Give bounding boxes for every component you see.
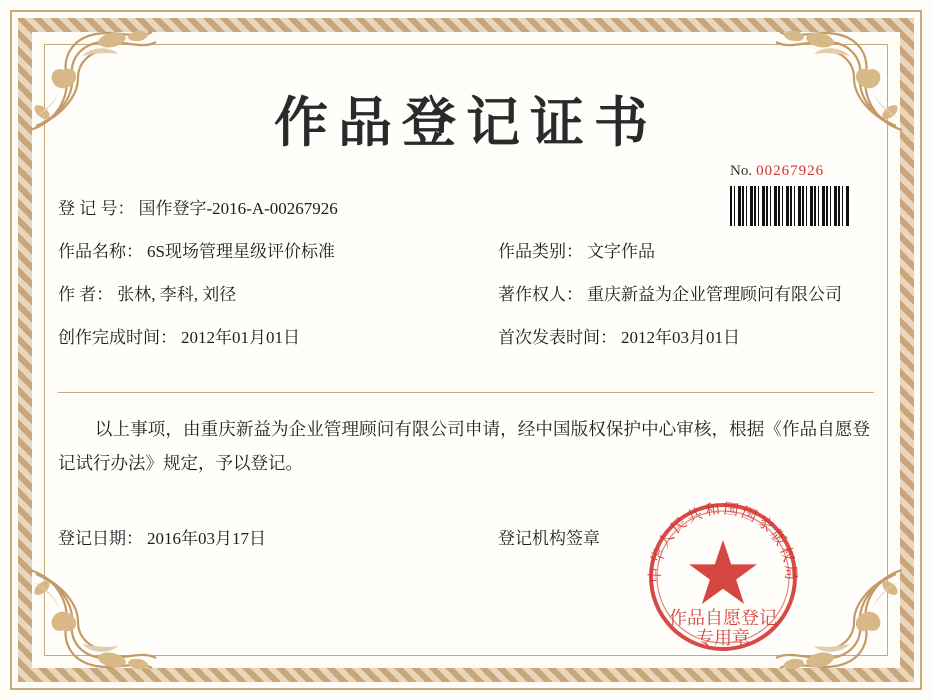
registration-date-block bbox=[58, 524, 498, 549]
registration-date-value: 2016年03月17日 bbox=[147, 529, 266, 548]
field-label: 著作权人： bbox=[498, 285, 583, 304]
field-label: 登 记 号： bbox=[58, 199, 135, 218]
page-title: 作品登记证书 bbox=[274, 90, 658, 154]
field-registration-number bbox=[58, 194, 498, 219]
field-creation-date bbox=[58, 323, 498, 348]
footer-row bbox=[58, 524, 874, 549]
svg-text:中华人民共和国国家版权局: 中华人民共和国国家版权局 bbox=[645, 499, 801, 583]
statement-text: 以上事项，由重庆新益为企业管理顾问有限公司申请，经中国版权保护中心审核，根据《作品自愿登记试行办法》规定，予以登记。 bbox=[58, 419, 870, 473]
serial-number-value: 00267926 bbox=[756, 163, 825, 179]
statement-paragraph bbox=[58, 412, 870, 480]
field-value: 重庆新益为企业管理顾问有限公司 bbox=[587, 285, 842, 304]
field-row-work-title bbox=[58, 237, 874, 262]
field-value: 国作登字-2016-A-00267926 bbox=[138, 199, 338, 218]
field-row-dates bbox=[58, 323, 874, 348]
field-list bbox=[58, 194, 874, 366]
field-label: 作品类别： bbox=[498, 242, 583, 261]
field-label: 作品名称： bbox=[58, 242, 143, 261]
field-empty bbox=[498, 194, 874, 219]
field-value: 2012年01月01日 bbox=[181, 328, 300, 347]
field-author bbox=[58, 280, 498, 305]
field-row-registration-number bbox=[58, 194, 874, 219]
serial-number-label: No. bbox=[730, 163, 753, 179]
field-value: 6S现场管理星级评价标准 bbox=[147, 242, 335, 261]
field-first-publication-date bbox=[498, 323, 874, 348]
certificate-content bbox=[44, 44, 888, 656]
registration-date-label: 登记日期： bbox=[58, 529, 143, 548]
signature-block bbox=[498, 524, 874, 549]
field-value: 2012年03月01日 bbox=[621, 328, 740, 347]
signature-label: 登记机构签章 bbox=[498, 529, 600, 548]
field-label: 首次发表时间： bbox=[498, 328, 617, 347]
field-label: 作 者： bbox=[58, 285, 114, 304]
field-value: 文字作品 bbox=[587, 242, 655, 261]
field-label: 创作完成时间： bbox=[58, 328, 177, 347]
svg-text:作品自愿登记: 作品自愿登记 bbox=[669, 608, 777, 629]
official-seal-stamp bbox=[638, 492, 808, 662]
field-copyright-owner bbox=[498, 280, 874, 305]
field-row-author bbox=[58, 280, 874, 305]
field-value: 张林, 李科, 刘径 bbox=[117, 285, 237, 304]
svg-text:专用章: 专用章 bbox=[696, 628, 750, 649]
field-work-title bbox=[58, 237, 498, 262]
section-divider bbox=[58, 392, 874, 393]
field-work-category bbox=[498, 237, 874, 262]
